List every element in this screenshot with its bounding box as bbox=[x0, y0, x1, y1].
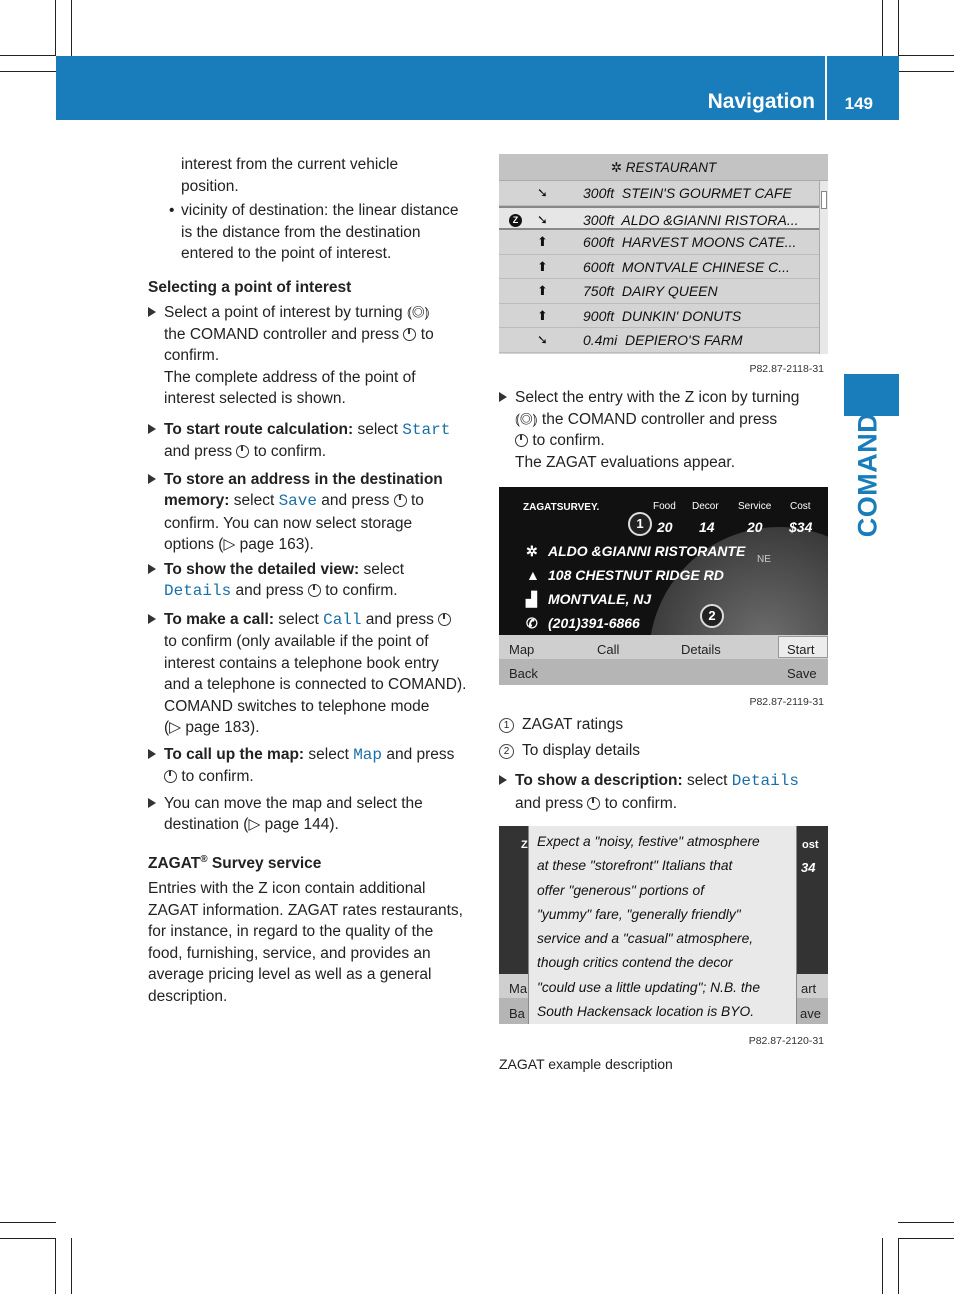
softkey-start[interactable]: Start bbox=[787, 642, 815, 657]
rating-service: 20 bbox=[747, 519, 763, 535]
rating-column-service: Service bbox=[738, 501, 772, 512]
description-line: Expect a "noisy, festive" atmosphere bbox=[537, 834, 760, 849]
rating-cost: $34 bbox=[789, 519, 813, 535]
zagat-logo: ZAGATSURVEY. bbox=[523, 502, 600, 513]
desc-step: To show a description: select Details and press to confirm. bbox=[499, 770, 834, 814]
side-tab bbox=[844, 374, 899, 416]
crop-mark bbox=[71, 0, 72, 56]
location-icon: ▲ bbox=[526, 567, 540, 583]
select-entry-step: Select the entry with the Z icon by turning ⦅◎⦆ the COMAND controller and press to confirm. The ZAGAT evaluations appear. bbox=[499, 387, 834, 473]
edge-text: Z bbox=[521, 839, 528, 851]
description-line: "yummy" fare, "generally friendly" bbox=[537, 906, 741, 922]
intro-line: position. bbox=[181, 177, 239, 195]
crop-mark bbox=[898, 1238, 899, 1294]
description-popup bbox=[528, 826, 797, 1024]
crop-mark bbox=[898, 71, 954, 72]
softkey-map[interactable]: Map bbox=[509, 642, 535, 657]
figure-code: P82.87-2118-31 bbox=[749, 363, 824, 375]
rating-column-decor: Decor bbox=[692, 501, 719, 512]
step-arrow-icon bbox=[499, 392, 507, 402]
softkey-map: Map bbox=[353, 745, 383, 764]
header-divider bbox=[825, 56, 827, 120]
direction-arrow-icon: ⬆ bbox=[537, 283, 548, 298]
details-step: To show the detailed view: select Details and press to confirm. bbox=[148, 559, 480, 603]
crop-mark bbox=[0, 1238, 56, 1239]
controller-press-icon bbox=[394, 494, 407, 507]
description-line: service and a "casual" atmosphere, bbox=[537, 931, 754, 947]
restaurant-city: ▟ MONTVALE, NJ bbox=[526, 589, 651, 611]
rating-decor: 14 bbox=[699, 519, 715, 535]
controller-press-icon bbox=[236, 445, 249, 458]
direction-arrow-icon: ➘ bbox=[537, 211, 548, 227]
crop-mark bbox=[55, 1238, 56, 1294]
poi-row[interactable] bbox=[499, 255, 828, 280]
select-step: Select a point of interest by turning ⦅◎⦆ the COMAND controller and press to confirm. The complete address of the point of interest selected is shown. bbox=[148, 302, 480, 410]
figure-caption: ZAGAT example description bbox=[499, 1056, 673, 1072]
softkey-details: Details bbox=[164, 582, 232, 600]
zagat-heading: ZAGAT® Survey service bbox=[148, 853, 322, 872]
scrollbar-thumb[interactable] bbox=[821, 191, 827, 209]
direction-arrow-icon: ⬆ bbox=[537, 234, 548, 249]
crop-mark bbox=[882, 1238, 883, 1294]
crop-mark bbox=[55, 0, 56, 56]
direction-arrow-icon: ⬆ bbox=[537, 307, 548, 323]
poi-label: 600ft MONTVALE CHINESE C... bbox=[583, 258, 790, 275]
right-column-step bbox=[499, 387, 834, 473]
softkey-bar-bottom bbox=[499, 659, 828, 685]
restaurant-list-screen bbox=[499, 154, 828, 354]
crop-mark bbox=[898, 1238, 954, 1239]
poi-label: 0.4mi DEPIERO'S FARM bbox=[583, 332, 743, 348]
crop-mark bbox=[882, 0, 883, 56]
controller-press-icon bbox=[587, 797, 600, 810]
rating-column-food: Food bbox=[653, 501, 676, 512]
save-step: To store an address in the destination memory: select Save and press to confirm. You can now select storage options (▷ page 163). bbox=[148, 469, 480, 556]
softkey-save: Save bbox=[278, 492, 317, 510]
crop-mark bbox=[71, 1238, 72, 1294]
softkey-save[interactable]: Save bbox=[787, 666, 817, 681]
fork-knife-icon: ✲ bbox=[526, 543, 538, 559]
callout-badge: 1 bbox=[628, 512, 652, 536]
poi-label: 600ft HARVEST MOONS CATE... bbox=[583, 234, 797, 250]
step-arrow-icon bbox=[148, 798, 156, 808]
zagat-paragraph: Entries with the Z icon contain additional ZAGAT information. ZAGAT rates restaurants, for instance, in regard to the quality of the food, furnishing, service, and provides an average pricing level as well as a general description. bbox=[148, 880, 463, 1005]
poi-row[interactable] bbox=[499, 181, 828, 206]
step-arrow-icon bbox=[148, 474, 156, 484]
edge-text: art bbox=[801, 981, 817, 996]
crop-mark bbox=[0, 1222, 56, 1223]
call-step: To make a call: select Call and press to confirm (only available if the point of interest contains a telephone book entry and a telephone is connected to COMAND). COMAND switches to telephone mode (▷ page 183). bbox=[148, 609, 480, 739]
crop-mark bbox=[0, 71, 56, 72]
direction-arrow-icon: ➘ bbox=[537, 332, 548, 347]
step-arrow-icon bbox=[148, 749, 156, 759]
crop-mark bbox=[898, 55, 954, 56]
poi-label: 900ft DUNKIN' DONUTS bbox=[583, 307, 742, 324]
edge-text: Ma bbox=[509, 981, 528, 996]
zagat-z-icon: Z bbox=[509, 214, 522, 227]
controller-press-icon bbox=[164, 770, 177, 783]
softkey-call: Call bbox=[323, 610, 362, 629]
page-number: 149 bbox=[844, 94, 873, 113]
edge-text: ave bbox=[800, 1006, 821, 1021]
restaurant-name: ✲ ALDO &GIANNI RISTORANTE bbox=[526, 541, 745, 563]
section-title: Navigation bbox=[707, 90, 815, 113]
poi-label: 300ft STEIN'S GOURMET CAFE bbox=[583, 185, 792, 201]
move-step: You can move the map and select the destination (▷ page 144). bbox=[148, 793, 480, 836]
zagat-description-screen bbox=[499, 826, 828, 1024]
step-arrow-icon bbox=[499, 775, 507, 785]
legend bbox=[499, 714, 834, 814]
crop-mark bbox=[0, 55, 56, 56]
softkey-back[interactable]: Back bbox=[509, 666, 538, 681]
fork-knife-icon: ✲ bbox=[610, 160, 623, 175]
controller-turn-icon: ⦅◎⦆ bbox=[515, 410, 538, 428]
start-step: To start route calculation: select Start and press to confirm. bbox=[148, 419, 480, 463]
controller-press-icon bbox=[438, 613, 451, 626]
softkey-call[interactable]: Call bbox=[597, 642, 620, 657]
rating-food: 20 bbox=[657, 519, 673, 535]
crop-mark bbox=[898, 1222, 954, 1223]
legend-item: 1 ZAGAT ratings bbox=[499, 714, 834, 736]
figure-code: P82.87-2120-31 bbox=[748, 1035, 824, 1047]
side-tab-label: COMAND bbox=[852, 412, 883, 538]
zagat-ratings-screen bbox=[499, 487, 828, 685]
controller-press-icon bbox=[403, 328, 416, 341]
edge-text: ost bbox=[802, 839, 819, 851]
step-arrow-icon bbox=[148, 424, 156, 434]
restaurant-street: ▲ 108 CHESTNUT RIDGE RD bbox=[526, 565, 724, 587]
header-bar bbox=[56, 56, 899, 120]
rating-column-cost: Cost bbox=[790, 501, 811, 512]
description-line: "could use a little updating"; N.B. the bbox=[537, 979, 761, 995]
softkey-details: Details bbox=[731, 772, 799, 790]
scrollbar[interactable] bbox=[819, 181, 828, 354]
edge-text: Ba bbox=[509, 1006, 525, 1021]
intro-line: interest from the current vehicle bbox=[181, 156, 399, 173]
left-column bbox=[148, 154, 480, 1007]
description-line: though critics contend the decor bbox=[537, 955, 733, 971]
controller-press-icon bbox=[515, 434, 528, 447]
poi-list bbox=[499, 181, 828, 353]
callout-badge: 2 bbox=[700, 604, 724, 628]
vicinity-item: • vicinity of destination: the linear distance is the distance from the destination entered to the point of interest. bbox=[169, 202, 459, 262]
phone-icon: ✆ bbox=[526, 615, 538, 631]
poi-row[interactable] bbox=[499, 230, 828, 255]
poi-row[interactable] bbox=[499, 206, 828, 231]
poi-row[interactable] bbox=[499, 304, 828, 329]
step-arrow-icon bbox=[148, 307, 156, 317]
description-line: offer "generous" portions of bbox=[537, 882, 705, 898]
direction-arrow-icon: ➘ bbox=[537, 185, 548, 200]
city-icon: ▟ bbox=[526, 591, 537, 607]
figure-code: P82.87-2119-31 bbox=[749, 696, 824, 708]
controller-turn-icon: ⦅◎⦆ bbox=[406, 304, 430, 321]
list-header: ✲ RESTAURANT bbox=[499, 154, 828, 181]
legend-item: 2 To display details bbox=[499, 740, 834, 762]
poi-row[interactable] bbox=[499, 328, 828, 353]
poi-row[interactable] bbox=[499, 279, 828, 304]
edge-text: 34 bbox=[801, 860, 816, 875]
poi-label: 750ft DAIRY QUEEN bbox=[583, 283, 718, 299]
selecting-heading: Selecting a point of interest bbox=[148, 278, 352, 296]
map-step: To call up the map: select Map and press to confirm. bbox=[148, 744, 480, 788]
compass-label: NE bbox=[757, 554, 771, 565]
crop-mark bbox=[898, 0, 899, 56]
direction-arrow-icon: ⬆ bbox=[537, 258, 548, 274]
restaurant-phone: ✆ (201)391-6866 bbox=[526, 613, 640, 635]
softkey-start: Start bbox=[402, 420, 451, 439]
description-line: at these "storefront" Italians that bbox=[537, 858, 733, 874]
step-arrow-icon bbox=[148, 564, 156, 574]
softkey-details[interactable]: Details bbox=[681, 642, 721, 657]
step-arrow-icon bbox=[148, 614, 156, 624]
description-line: South Hackensack location is BYO. bbox=[537, 1004, 755, 1020]
poi-label: 300ft ALDO &GIANNI RISTORA... bbox=[583, 211, 799, 228]
controller-press-icon bbox=[308, 584, 321, 597]
bullet-dot: • bbox=[169, 202, 175, 219]
